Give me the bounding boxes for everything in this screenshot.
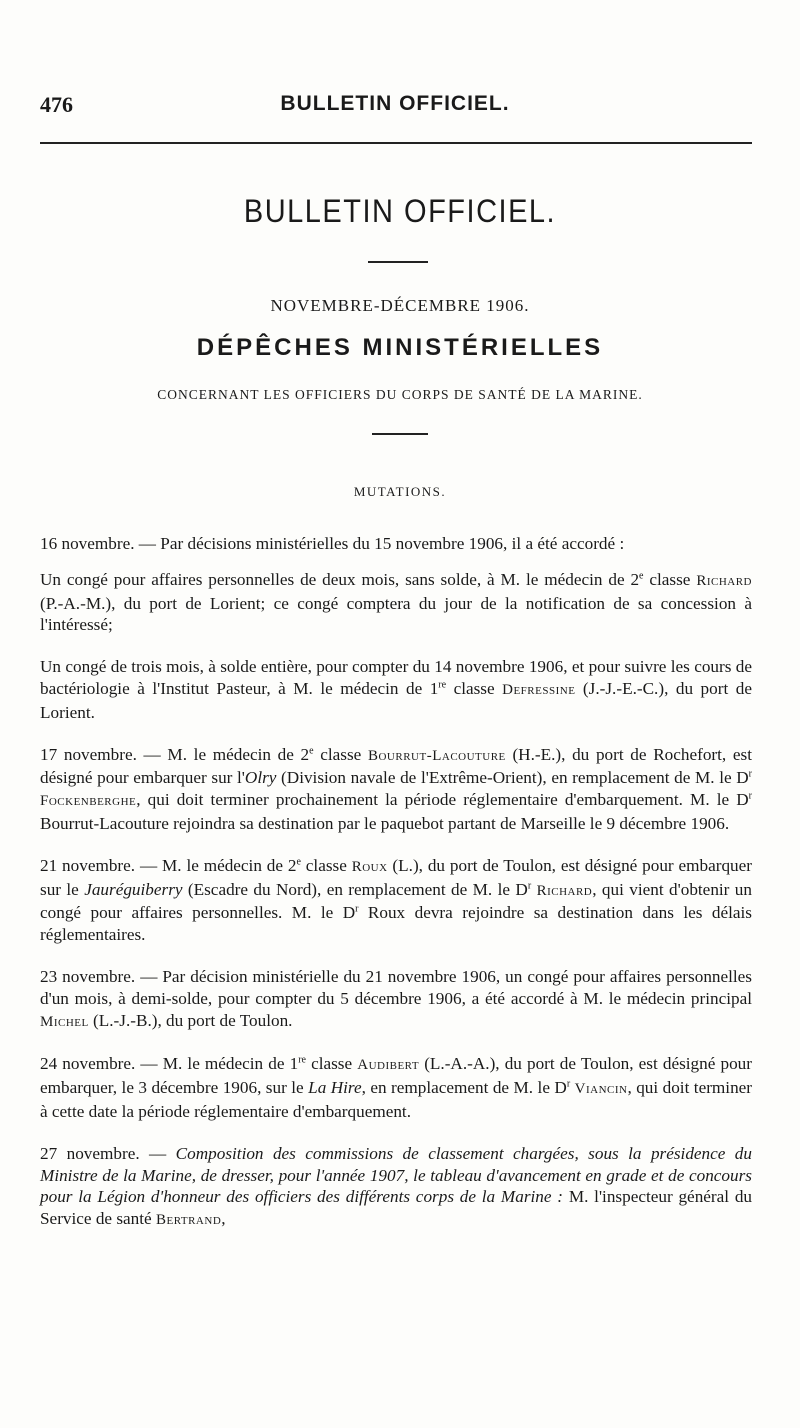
superscript: r: [748, 790, 752, 802]
person-name: Defressine: [502, 681, 576, 698]
person-name: Viancin: [574, 1081, 628, 1098]
mutations-heading: MUTATIONS.: [353, 484, 447, 499]
text-run: , qui vient d'obtenir un congé pour affaires personnelles. M. le D: [40, 879, 752, 923]
ship-name: Olry: [244, 768, 277, 788]
section-rule: [372, 433, 428, 435]
superscript: r: [527, 879, 532, 891]
text-run: (Division navale de l'Extrême-Orient), en remplacement de M. le D: [276, 768, 749, 788]
text-run: classe: [446, 678, 503, 698]
ship-name: La Hire: [308, 1078, 362, 1098]
superscript: r: [355, 903, 359, 915]
text-run: (H.-E.), du port de Rochefort, est désigné pour embarquer sur l': [40, 744, 752, 788]
text-run: classe: [643, 569, 697, 589]
text-run: (P.-A.-M.), du port de Lorient; ce congé comptera du jour de la notification de sa concession à l'intéressé;: [40, 593, 752, 635]
text-run: classe: [305, 1054, 358, 1074]
text-run: (L.-J.-B.), du port de Toulon.: [88, 1010, 293, 1030]
text-run: classe: [313, 744, 368, 764]
superscript: e: [309, 744, 314, 756]
person-name: Bertrand: [155, 1212, 222, 1229]
text-run: ,: [221, 1209, 226, 1229]
paragraph-17-novembre: [40, 744, 752, 835]
superscript: e: [639, 570, 644, 582]
text-run: classe: [300, 855, 352, 875]
text-run: Bourrut-Lacouture rejoindra sa destination par le paquebot partant de Marseille le 9 décembre 1906.: [40, 813, 730, 833]
person-name: Audibert: [357, 1057, 420, 1074]
paragraph-23-novembre: [40, 966, 752, 1033]
person-name: Michel: [40, 1013, 89, 1030]
text-run: 24 novembre. — M. le médecin de 1: [40, 1054, 299, 1074]
title-rule: [368, 261, 428, 263]
section-title: DÉPÊCHES MINISTÉRIELLES: [196, 334, 604, 361]
text-run: , en remplacement de M. le D: [361, 1078, 567, 1098]
paragraph-conge-defressine: [40, 656, 752, 723]
paragraph-conge-richard: [40, 569, 752, 636]
person-name: Bourrut-Lacouture: [367, 747, 506, 764]
paragraph-27-novembre: [40, 1143, 752, 1232]
section-subtitle: CONCERNANT LES OFFICIERS DU CORPS DE SANTÉ DE LA MARINE.: [157, 387, 643, 402]
superscript: r: [748, 768, 752, 780]
ship-name: Jauréguiberry: [84, 879, 183, 899]
text-run: , qui doit terminer prochainement la période réglementaire d'embarquement. M. le D: [136, 790, 749, 810]
paragraph-16-novembre: [40, 533, 752, 555]
superscript: re: [298, 1054, 306, 1066]
paragraph-24-novembre: [40, 1053, 752, 1122]
running-head: [40, 92, 750, 126]
superscript: e: [296, 856, 301, 868]
page-number: 476: [40, 92, 73, 117]
person-name: Roux: [351, 858, 388, 875]
superscript: r: [566, 1078, 571, 1090]
text-run: (L.-A.-A.), du port de Toulon, est désigné pour embarquer, le 3 décembre 1906, sur le: [40, 1054, 752, 1098]
text-run: 16 novembre. — Par décisions ministérielles du 15 novembre 1906, il a été accordé :: [40, 534, 625, 553]
text-run: (Escadre du Nord), en remplacement de M. le D: [182, 879, 528, 899]
text-run: Un congé de trois mois, à solde entière, pour compter du 14 novembre 1906, et pour suivre les cours de bactériologie à l'Institut Pasteur, à M. le médecin de 1: [40, 657, 752, 698]
text-run: , qui doit terminer à cette date la période réglementaire d'embarquement.: [40, 1078, 753, 1121]
text-run: 23 novembre. — Par décision ministérielle du 21 novembre 1906, un congé pour affaires personnelles d'un mois, à demi-solde, pour compter du 5 décembre 1906, a été accordé à M. le médecin principal: [40, 966, 752, 1008]
body-text: [40, 533, 752, 1252]
running-title: BULLETIN OFFICIEL.: [280, 92, 510, 115]
text-run: 21 novembre. — M. le médecin de 2: [40, 855, 297, 875]
person-name: Fockenberghe: [40, 793, 137, 810]
text-run: M. l'inspecteur général du Service de santé: [40, 1187, 753, 1229]
main-title: BULLETIN OFFICIEL.: [243, 194, 557, 230]
text-run: Roux devra rejoindre sa destination dans les délais réglementaires.: [40, 903, 752, 945]
date-range: NOVEMBRE-DÉCEMBRE 1906.: [270, 296, 530, 315]
italic-passage: Composition des commissions de classement chargées, sous la présidence du Ministre de la Marine, de dresser, pour l'année 1907, le tableau d'avancement en grade et de concours pour la Légion d'honneur des officiers des différents corps de la Marine :: [40, 1143, 752, 1207]
superscript: re: [438, 679, 447, 691]
text-run: Un congé pour affaires personnelles de deux mois, sans solde, à M. le médecin de 2: [40, 569, 640, 589]
person-name: Richard: [536, 882, 593, 899]
text-run: 27 novembre. —: [40, 1143, 176, 1163]
text-run: (J.-J.-E.-C.), du port de Lorient.: [40, 678, 752, 722]
paragraph-21-novembre: [40, 855, 752, 946]
person-name: Richard: [696, 572, 752, 589]
text-run: 17 novembre. — M. le médecin de 2: [40, 744, 310, 764]
header-rule: [40, 142, 752, 144]
text-run: (L.), du port de Toulon, est désigné pour embarquer sur le: [40, 855, 753, 899]
